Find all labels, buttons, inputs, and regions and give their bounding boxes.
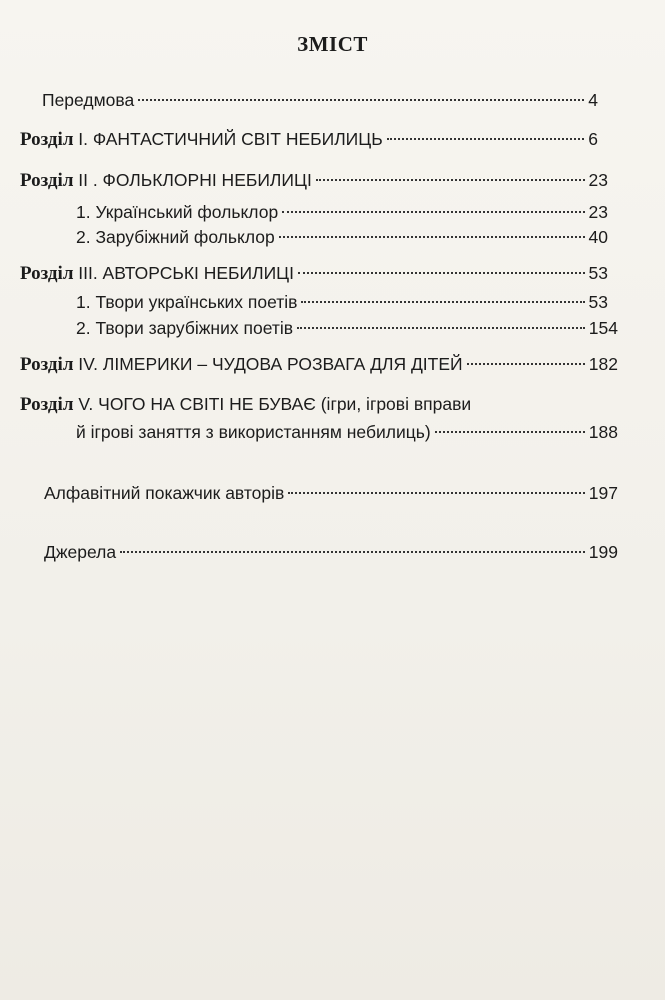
toc-entry-chapter-5-line1[interactable] <box>20 392 471 417</box>
toc-label: 1. Твори українських поетів <box>76 292 298 312</box>
toc-label: Розділ ІІ . ФОЛЬКЛОРНІ НЕБИЛИЦІ <box>20 170 312 191</box>
toc-label: 2. Твори зарубіжних поетів <box>76 318 294 338</box>
toc-page-number: 53 <box>588 292 608 312</box>
toc-entry-chapter-4[interactable] <box>20 352 618 377</box>
dot-leader <box>279 236 585 238</box>
toc-entry-chapter-3-2[interactable] <box>76 316 618 340</box>
dot-leader <box>467 363 585 365</box>
toc-page-number: 23 <box>588 170 608 190</box>
toc-page-number: 197 <box>588 483 618 503</box>
dot-leader <box>298 272 585 274</box>
toc-label: Передмова <box>42 90 135 110</box>
toc-entry-chapter-1[interactable] <box>20 127 598 152</box>
dot-leader <box>301 301 584 303</box>
toc-page-number: 23 <box>588 202 608 222</box>
dot-leader <box>288 492 584 494</box>
toc-label: Розділ ІІІ. АВТОРСЬКІ НЕБИЛИЦІ <box>20 263 294 284</box>
toc-entry-chapter-2[interactable] <box>20 168 608 193</box>
toc-entry-chapter-2-1[interactable] <box>76 200 608 224</box>
toc-entry-chapter-5-line2[interactable] <box>76 420 618 444</box>
toc-page-number: 53 <box>588 263 608 283</box>
toc-label: й ігрові заняття з використанням небилиць) <box>76 422 431 442</box>
toc-entry-sources[interactable] <box>44 540 618 564</box>
toc-prefix: Розділ <box>20 394 74 415</box>
toc-label: Розділ І. ФАНТАСТИЧНИЙ СВІТ НЕБИЛИЦЬ <box>20 129 383 150</box>
dot-leader <box>120 551 585 553</box>
toc-entry-preface[interactable] <box>42 88 598 113</box>
toc-entry-chapter-3-1[interactable] <box>76 290 608 314</box>
dot-leader <box>387 138 585 140</box>
toc-label: V. ЧОГО НА СВІТІ НЕ БУВАЄ (ігри, ігрові вправи <box>78 394 472 414</box>
toc-page-number: 154 <box>588 318 618 338</box>
toc-page-number: 182 <box>588 354 618 374</box>
toc-label: 1. Український фольклор <box>76 202 279 222</box>
toc-page-number: 188 <box>588 422 618 442</box>
page-title: ЗМІСТ <box>297 32 368 56</box>
toc-page-number: 6 <box>588 129 598 149</box>
dot-leader <box>282 211 584 213</box>
toc-entry-author-index[interactable] <box>44 481 618 505</box>
toc-page-number: 4 <box>588 90 598 110</box>
toc-label: Джерела <box>44 542 117 562</box>
toc-label: 2. Зарубіжний фольклор <box>76 227 275 247</box>
dot-leader <box>297 327 585 329</box>
toc-entry-chapter-2-2[interactable] <box>76 225 608 249</box>
toc-page-number: 40 <box>588 227 608 247</box>
dot-leader <box>316 179 585 181</box>
dot-leader <box>138 99 584 101</box>
toc-label: Розділ IV. ЛІМЕРИКИ – ЧУДОВА РОЗВАГА ДЛЯ ДІТЕЙ <box>20 354 463 375</box>
toc-entry-chapter-3[interactable] <box>20 261 608 286</box>
toc-page-number: 199 <box>588 542 618 562</box>
toc-label: Алфавітний покажчик авторів <box>44 483 285 503</box>
dot-leader <box>435 431 585 433</box>
